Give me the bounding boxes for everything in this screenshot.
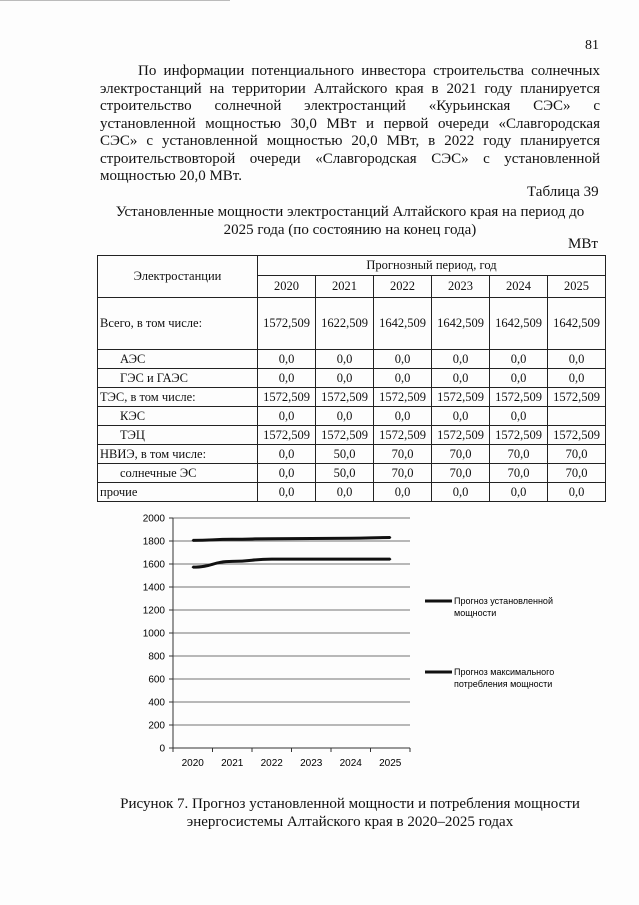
row-label: АЭС: [98, 350, 258, 369]
row-label: ТЭЦ: [98, 426, 258, 445]
y-tick-label: 1000: [142, 628, 165, 640]
legend-label: [454, 667, 554, 689]
table-cell: 0,0: [490, 350, 548, 369]
table-cell: 0,0: [316, 407, 374, 426]
table-cell: 0,0: [432, 350, 490, 369]
y-tick-label: 1200: [142, 605, 165, 617]
y-tick-label: 600: [148, 674, 165, 686]
series-line: [193, 559, 391, 567]
table-cell: 0,0: [490, 483, 548, 502]
series-line: [193, 538, 391, 541]
table-cell: 0,0: [258, 407, 316, 426]
body-paragraph: По информации потенциального инвестора строительства солнечных электростанций на территории Алтайского края в 2021 году планируется строительство солнечной электростанций «Курьинская СЭС» с установленной мощностью 30,0 МВт и первой очереди «Славгородская СЭС» с установленной мощностью 20,0 МВт, в 2022 году планируется строительствовторой очереди «Славгородская СЭС» с установленной мощностью 20,0 МВт.: [100, 63, 600, 184]
legend-label-line: потребления мощности: [454, 679, 553, 689]
table-cell: 0,0: [316, 483, 374, 502]
table-cell: 1642,509: [490, 298, 548, 350]
table-cell: 0,0: [258, 445, 316, 464]
table-cell: 0,0: [258, 369, 316, 388]
data-point: [271, 538, 273, 540]
table-cell: 50,0: [316, 445, 374, 464]
data-point: [231, 538, 233, 540]
table-cell: 70,0: [432, 464, 490, 483]
table-row: [98, 350, 606, 369]
legend-label-line: Прогноз максимального: [454, 667, 555, 677]
table-cell: 1572,509: [490, 388, 548, 407]
table-cell: 1622,509: [316, 298, 374, 350]
table-cell: 1572,509: [548, 426, 606, 445]
table-cell: 1572,509: [316, 426, 374, 445]
table-cell: 0,0: [258, 464, 316, 483]
table-row: [98, 445, 606, 464]
data-point: [310, 537, 312, 539]
table-cell: 0,0: [374, 369, 432, 388]
column-header-period: Прогнозный период, год: [258, 256, 606, 276]
y-tick-label: 1800: [142, 536, 165, 548]
data-point: [231, 560, 233, 562]
data-point: [192, 566, 194, 568]
row-label: ТЭС, в том числе:: [98, 388, 258, 407]
table-title: Установленные мощности электростанций Алтайского края на период до 2025 года (по состоянию на конец года): [115, 204, 585, 238]
table-cell: 70,0: [548, 464, 606, 483]
year-header: 2025: [548, 276, 606, 298]
x-tick-label: 2022: [260, 758, 283, 769]
year-header: 2022: [374, 276, 432, 298]
year-header: 2020: [258, 276, 316, 298]
table-cell: 0,0: [258, 483, 316, 502]
row-label: КЭС: [98, 407, 258, 426]
data-point: [271, 558, 273, 560]
x-tick-label: 2025: [379, 758, 402, 769]
table-cell: 1572,509: [374, 426, 432, 445]
page-number: 81: [585, 38, 599, 53]
table-row: [98, 426, 606, 445]
y-tick-label: 800: [148, 651, 165, 663]
table-cell: 70,0: [374, 464, 432, 483]
y-tick-label: 0: [159, 743, 165, 755]
chart-svg: [125, 507, 575, 777]
row-label: прочие: [98, 483, 258, 502]
table-cell: 0,0: [374, 407, 432, 426]
data-point: [310, 558, 312, 560]
legend-label-line: Прогноз установленной: [454, 596, 553, 606]
table-row: [98, 369, 606, 388]
table-cell: 0,0: [548, 350, 606, 369]
top-rule: [0, 0, 230, 1]
legend-label-line: мощности: [454, 608, 497, 618]
table-row: [98, 388, 606, 407]
table-cell: 1572,509: [374, 388, 432, 407]
table-cell: 0,0: [316, 350, 374, 369]
data-point: [389, 537, 391, 539]
row-label: НВИЭ, в том числе:: [98, 445, 258, 464]
table-cell: 0,0: [490, 369, 548, 388]
table-unit: МВт: [568, 236, 598, 252]
x-tick-label: 2020: [181, 758, 204, 769]
column-header-stations: Электростанции: [98, 256, 258, 298]
table-cell: [548, 407, 606, 426]
data-point: [389, 558, 391, 560]
table-cell: 70,0: [432, 445, 490, 464]
table-cell: 0,0: [374, 483, 432, 502]
y-tick-label: 1600: [142, 559, 165, 571]
x-tick-label: 2021: [221, 758, 244, 769]
row-label: Всего, в том числе:: [98, 298, 258, 350]
table-cell: 70,0: [490, 464, 548, 483]
table-cell: 1572,509: [258, 426, 316, 445]
x-tick-label: 2024: [339, 758, 362, 769]
y-tick-label: 200: [148, 720, 165, 732]
year-header: 2021: [316, 276, 374, 298]
table-cell: 0,0: [432, 483, 490, 502]
table-cell: 1572,509: [432, 388, 490, 407]
data-point: [192, 539, 194, 541]
y-tick-label: 2000: [142, 513, 165, 525]
figure-caption: Рисунок 7. Прогноз установленной мощности и потребления мощности энергосистемы Алтайского края в 2020–2025 годах: [120, 796, 580, 830]
table-cell: 0,0: [432, 369, 490, 388]
table-cell: 0,0: [548, 483, 606, 502]
legend-label: [454, 596, 553, 618]
table-cell: 1642,509: [374, 298, 432, 350]
capacity-table: [97, 255, 606, 502]
row-label: ГЭС и ГАЭС: [98, 369, 258, 388]
table-cell: 70,0: [548, 445, 606, 464]
table-row: [98, 407, 606, 426]
table-cell: 1572,509: [258, 298, 316, 350]
year-header: 2023: [432, 276, 490, 298]
table-cell: 1572,509: [258, 388, 316, 407]
y-tick-label: 400: [148, 697, 165, 709]
table-cell: 0,0: [316, 369, 374, 388]
data-point: [350, 537, 352, 539]
table-cell: 1642,509: [432, 298, 490, 350]
table-cell: 0,0: [548, 369, 606, 388]
table-cell: 0,0: [432, 407, 490, 426]
table-cell: 0,0: [490, 407, 548, 426]
table-cell: 70,0: [374, 445, 432, 464]
table-cell: 0,0: [374, 350, 432, 369]
row-label: солнечные ЭС: [98, 464, 258, 483]
table-cell: 1572,509: [432, 426, 490, 445]
table-cell: 70,0: [490, 445, 548, 464]
table-cell: 1642,509: [548, 298, 606, 350]
table-row: [98, 464, 606, 483]
table-caption: Таблица 39: [527, 184, 599, 200]
y-tick-label: 1400: [142, 582, 165, 594]
table-cell: 1572,509: [548, 388, 606, 407]
table-cell: 50,0: [316, 464, 374, 483]
table-cell: 0,0: [258, 350, 316, 369]
year-header: 2024: [490, 276, 548, 298]
table-row: [98, 483, 606, 502]
forecast-chart: [125, 507, 575, 777]
table-cell: 1572,509: [316, 388, 374, 407]
x-tick-label: 2023: [300, 758, 323, 769]
table-row: [98, 298, 606, 350]
table-cell: 1572,509: [490, 426, 548, 445]
data-point: [350, 558, 352, 560]
